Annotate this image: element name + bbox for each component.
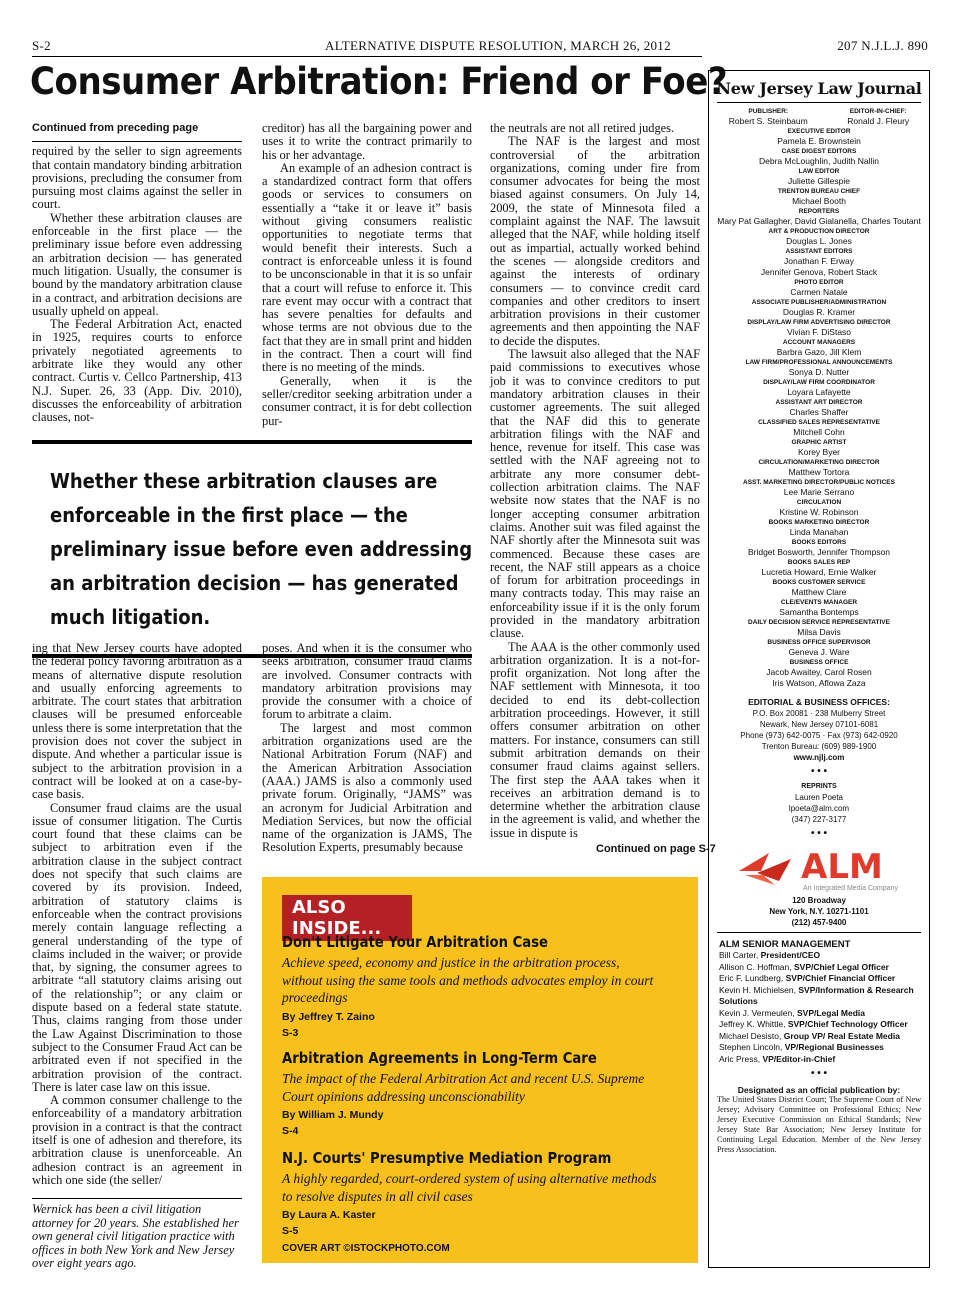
masthead-role (709, 618, 929, 638)
role-title: ASSISTANT EDITORS (785, 248, 853, 255)
item-author: By Laura A. Kaster (282, 1209, 376, 1221)
role-names: Matthew Tortora (788, 467, 850, 477)
paragraph: A common consumer challenge to the enforceability of a mandatory arbitration provision in a contract is that the contract itself is one of adhesion and therefore, its arbitration clause is unenforceable. An adhesion contract is an agreement in which one side (the seller/ (32, 1093, 242, 1187)
role-names: Douglas L. Jones (786, 236, 852, 246)
role-names: Douglas R. Kramer (782, 307, 856, 317)
paragraph: Consumer fraud claims are the usual issue of consumer litigation. The Curtis court found that these claims can be subject to arbitration even if the arbitration clause in the subject contract does not specify that such claims are covered by its provision. Indeed, arbitration of statutory claims is enforceable when the contract provisions merely contain language reflecting a general understanding of the type of claims included in the waiver; or provide that, by signing, the consumer agrees to arbitrate “all statutory claims arising out of the relationship”; or any claim or dispute based on a federal state statute. Thus, claims ranging from those under the Law Against Discrimination to those subject to the Consumer Fraud Act can be arbitrated even if not specified in the arbitration provision of the contract. There is later case law on this issue. (32, 800, 242, 1094)
paragraph: The largest and most common arbitration organizations used are the National Arbitration Forum (NAF) and the American Arbitration Association (AAA.) JAMS is also a commonly used private forum. Originally, “JAMS” was an acronym for Judicial Arbitration and Mediation Services, but now the official name of the organization is JAMS, The Resolution Experts, presumably because (262, 720, 472, 855)
also-inside-item[interactable] (282, 1149, 662, 1237)
item-page: S-4 (282, 1125, 299, 1137)
role-title: EXECUTIVE EDITOR (787, 128, 851, 135)
role-names: Kristine W. Robinson (779, 507, 859, 517)
manager-name: Bill Carter, (719, 950, 759, 960)
manager-role: VP/Regional Businesses (784, 1042, 884, 1052)
role-names: Matthew Clare (791, 587, 847, 597)
paragraph: required by the seller to sign agreements that contain mandatory binding arbitration provisions, precluding the consumer from pursuing most claims against the seller in court. (32, 144, 242, 212)
paragraph: Whether these arbitration clauses are enforceable in the first place — the preliminary issue before even addressing an arbitration decision — has generated much litigation. Usually, the consumer is bound by the mandatory arbitration clause in a contract, and arbitration decisions are usually upheld on appeal. (32, 210, 242, 318)
item-headline: Arbitration Agreements in Long-Term Care (282, 1049, 597, 1067)
role-title: ART & PRODUCTION DIRECTOR (768, 228, 870, 235)
role-title: TRENTON BUREAU CHIEF (777, 188, 861, 195)
role-names: Jonathan F. Erway Jennifer Genova, Robert Stack (760, 256, 878, 277)
manager-name: Kevin H. Michielsen, (719, 984, 797, 995)
masthead-role (709, 398, 929, 418)
masthead-role (709, 247, 929, 278)
reprints-email[interactable]: lpoeta@alm.com (788, 804, 850, 813)
masthead-role (709, 578, 929, 598)
masthead-role (709, 227, 929, 247)
manager-role: SVP/Chief Financial Officer (785, 973, 896, 983)
masthead-role (709, 318, 929, 338)
header-rule (32, 56, 702, 57)
paragraph: creditor) has all the bargaining power and uses it to write the contract primarily to his or her advantage. (262, 121, 472, 162)
masthead-role (709, 338, 929, 358)
paragraph: poses. And when it is the consumer who seeks arbitration, consumer fraud claims are involved. Consumer contracts with mandatory arbitration provisions may provide the consumer with a choice of forum to arbitrate a claim. (262, 641, 472, 722)
role-names: Geneva J. Ware (788, 647, 850, 657)
role-names: Carmen Natale (790, 287, 848, 297)
manager-role: VP/Editor-in-Chief (762, 1053, 836, 1064)
role-title: ASST. MARKETING DIRECTOR/PUBLIC NOTICES (743, 479, 895, 486)
masthead-role (709, 167, 929, 187)
role-names: Jacob Awaitey, Carol Rosen Iris Watson, Aflowa Zaza (766, 667, 872, 688)
paragraph: The Federal Arbitration Act, enacted in 1925, requires courts to enforce privately negotiated agreements to arbitrate like they would any other contract. Curtis v. Cellco Partnership, 413 N.J. Super. 26, 33 (App. Div. 2010), discusses the enforceability of arbitration clauses, not- (32, 317, 242, 425)
masthead-role (709, 658, 929, 689)
designated-title: Designated as an official publication by: (737, 1085, 901, 1095)
management-entry (709, 1019, 929, 1031)
role-title: BUSINESS OFFICE (789, 659, 849, 666)
masthead-role (709, 518, 929, 538)
role-names: Vivian F. DiStaso (786, 327, 852, 337)
article-title: Consumer Arbitration: Friend or Foe? (30, 60, 728, 103)
divider-dots: • • • (810, 766, 828, 777)
role-title: LAW FIRM/PROFESSIONAL ANNOUNCEMENTS (745, 359, 893, 366)
manager-role: SVP/Chief Technology Officer (787, 1019, 908, 1029)
continued-on: Continued on page S-7 (596, 843, 716, 855)
role-title: ASSISTANT ART DIRECTOR (775, 399, 863, 406)
alm-logo-icon (739, 849, 799, 889)
role-title: BOOKS EDITORS (791, 539, 847, 546)
role-title: BOOKS MARKETING DIRECTOR (768, 519, 870, 526)
manager-role: President/CEO (760, 950, 821, 960)
continued-from: Continued from preceding page (32, 122, 199, 134)
role-title: CLE/EVENTS MANAGER (780, 599, 858, 606)
role-names: Pamela E. Brownstein (777, 136, 861, 146)
citation: 207 N.J.L.J. 890 (837, 38, 928, 53)
management-entry (709, 1042, 929, 1054)
role-title: GRAPHIC ARTIST (791, 439, 847, 446)
management-entry (709, 962, 929, 974)
paragraph: ing that New Jersey courts have adopted the federal policy favoring arbitration as a means of alternative dispute resolution and usually enforcing agreements to arbitrate. The court states that arbitration clauses will be presumed enforceable unless there is some interpretation that the provision does not cover the subject in dispute. And whether a particular issue is subject to the arbitration provision in a contract will be looked at on a case-by-case basis. (32, 641, 242, 802)
item-headline: Don't Litigate Your Arbitration Case (282, 933, 549, 951)
also-inside-header: ALSO INSIDE... (282, 895, 412, 941)
cover-art-credit: COVER ART ©ISTOCKPHOTO.COM (282, 1243, 450, 1254)
role-names: Mitchell Cohn (793, 427, 845, 437)
role-title: LAW EDITOR (798, 168, 840, 175)
manager-name: Jeffrey K. Whittle, (719, 1019, 786, 1029)
masthead-role (709, 598, 929, 618)
manager-role: Group VP/ Real Estate Media (783, 1030, 900, 1041)
masthead-role (709, 378, 929, 398)
role-title: DAILY DECISION SERVICE REPRESENTATIVE (748, 619, 890, 626)
pull-quote-text: Whether these arbitration clauses are enforceable in the first place — the preliminary issue before even addressing an arbitration decision — has generated much litigation. (50, 469, 473, 629)
masthead-role (709, 498, 929, 518)
management-entry (709, 950, 929, 962)
manager-role: SVP/Information & Research Solutions (719, 984, 914, 1006)
paragraph: The AAA is the other commonly used arbitration organization. It is a not-for-profit organization. Not long after the NAF settlement with Minnesota, it too decided to end its debt-collection arbitration proceedings. However, it still offers consumer arbitration on other matters. For instance, consumers can still submit arbitration demands on their consumer fraud claims against sellers. The first step the AAA takes when it receives an arbitration demand is to determine whether the arbitration clause in the agreement is valid, and whether the issue in dispute is (490, 639, 700, 840)
item-deck: Achieve speed, economy and justice in the arbitration process, without using the same tools and methods advocates employ in court proceedings (282, 955, 654, 1005)
role-title: CIRCULATION (796, 499, 842, 506)
management-entry (709, 1054, 929, 1066)
also-inside-item[interactable] (282, 1049, 662, 1137)
role-names: Mary Pat Gallagher, David Gialanella, Charles Toutant (717, 216, 921, 226)
masthead-role (709, 298, 929, 318)
reprints: REPRINTS Lauren Poeta lpoeta@alm.com (347) 227-3177 (709, 781, 929, 825)
role-names: Sonya D. Nutter (788, 367, 850, 377)
role-title: REPORTERS (798, 208, 840, 215)
item-deck: A highly regarded, court-ordered system of using alternative methods to resolve disputes in all civil cases (282, 1171, 657, 1204)
role-names: Samantha Bontemps (779, 607, 859, 617)
item-headline: N.J. Courts' Presumptive Mediation Program (282, 1149, 612, 1167)
divider-dots: • • • (810, 828, 828, 839)
role-names: Juliette Gillespie (788, 176, 850, 186)
masthead-role (709, 207, 929, 227)
masthead-role (709, 187, 929, 207)
management-entry (709, 985, 929, 1008)
role-title: ACCOUNT MANAGERS (782, 339, 856, 346)
manager-role: SVP/Legal Media (796, 1007, 866, 1018)
manager-name: Eric F. Lundberg, (719, 973, 784, 983)
item-page: S-3 (282, 1026, 299, 1039)
senior-management-list (709, 950, 929, 1065)
paragraph: An example of an adhesion contract is a standardized contract form that offers goods or services to consumers on essentially a “take it or leave it” basis without giving consumers realistic opportunities to negotiate terms that would benefit their interests. Such a contract is enforceable unless it is found to be unconscionable in that it is so unfair that a court will refuse to enforce it. This rare event may occur with a contract that has severe penalties for defaults and whose terms are not obvious due to the fact that they are in small print and hidden in the contract. Then a court will find there is no meeting of the minds. (262, 160, 472, 375)
role-title: BOOKS CUSTOMER SERVICE (772, 579, 866, 586)
manager-name: Aric Press, (719, 1053, 761, 1064)
role-title: CIRCULATION/MARKETING DIRECTOR (758, 459, 880, 466)
item-deck: The impact of the Federal Arbitration Act and recent U.S. Supreme Court opinions addressing unconscionability (282, 1071, 645, 1104)
divider-dots: • • • (810, 1068, 828, 1079)
section-header: ALTERNATIVE DISPUTE RESOLUTION, MARCH 26, 2012 (325, 38, 671, 53)
manager-role: SVP/Chief Legal Officer (793, 961, 889, 972)
masthead-role (709, 638, 929, 658)
role-title: DISPLAY/LAW FIRM ADVERTISING DIRECTOR (747, 319, 891, 326)
pull-quote (32, 440, 472, 658)
masthead-roles (709, 127, 929, 689)
role-title: CLASSIFIED SALES REPRESENTATIVE (758, 419, 880, 426)
column-3 (490, 122, 700, 840)
manager-name: Kevin J. Vermeulen, (719, 1007, 795, 1018)
alm-address: 120 Broadway New York, N.Y. 10271-1101 (212) 457-9400 (769, 896, 869, 927)
masthead (708, 70, 930, 1268)
role-names: Lee Marie Serrano (783, 487, 855, 497)
manager-name: Michael Desisto, (719, 1030, 782, 1041)
masthead-role (709, 478, 929, 498)
masthead-top-row: PUBLISHER: Robert S. Steinbaum EDITOR-IN-CHIEF: Ronald J. Fleury (728, 108, 910, 126)
role-title: BOOKS SALES REP (787, 559, 851, 566)
editorial-offices: EDITORIAL & BUSINESS OFFICES: P.O. Box 20081 · 238 Mulberry Street Newark, New Jersey 07101-6081 Phone (973) 642-0075 · Fax (973) 642-0920 Trenton Bureau: (609) 989-1900 www.njlj.com (709, 697, 929, 763)
role-names: Lucretia Howard, Ernie Walker (761, 567, 877, 577)
page-number: S-2 (32, 38, 51, 53)
also-inside-item[interactable] (282, 933, 662, 1039)
role-names: Milsa Davis (797, 627, 841, 637)
masthead-role (709, 438, 929, 458)
item-page: S-5 (282, 1225, 299, 1237)
role-names: Linda Manahan (789, 527, 849, 537)
role-names: Barbra Gazo, Jill Klem (776, 347, 862, 357)
paragraph: The lawsuit also alleged that the NAF paid commissions to executives whose job it was to convince creditors to put mandatory arbitration clauses in their customer agreements. The suit alleged that the NAF did this to generate arbitration filings with the NAF and hence, revenue for itself. This case was settled with the NAF agreeing not to arbitrate any more consumer debt-collection arbitration claims. The NAF website now states that the NAF is no longer accepting consumer arbitration claims. Another suit was filed against the NAF shortly after the Minnesota suit was commenced. Because these cases are recent, the NAF still appears as a choice of forum for arbitration proceedings in many contracts today. This may raise an enforceability issue if it is the only forum provided in the mandatory arbitration clause. (490, 347, 700, 641)
alm-logo: ALM An Integrated Media Company (739, 847, 899, 893)
masthead-role (709, 278, 929, 298)
masthead-role (709, 538, 929, 558)
masthead-role (709, 127, 929, 147)
role-title: DISPLAY/LAW FIRM COORDINATOR (763, 379, 875, 386)
column-1-top (32, 122, 242, 425)
website-link[interactable]: www.njlj.com (793, 753, 845, 762)
role-title: BUSINESS OFFICE SUPERVISOR (767, 639, 871, 646)
designated-text: The United States District Court; The Supreme Court of New Jersey; Advisory Committee on Professional Ethics; New Jersey Executive Commission on Ethical Standards; New Jersey State Bar Association; New Jersey Institute for Continuing Legal Education. Member of the New Jersey Press Association. (717, 1095, 921, 1154)
paragraph: the neutrals are not all retired judges. (490, 121, 675, 135)
author-bio: Wernick has been a civil litigation attorney for 20 years. She established her own general civil litigation practice with offices in both New York and New Jersey over eight years ago. (32, 1198, 242, 1271)
paragraph: Generally, when it is the seller/creditor seeking arbitration under a consumer contract, it is for debt collection pur- (262, 373, 472, 428)
manager-name: Allison C. Hoffman, (719, 961, 792, 972)
also-inside-box (262, 877, 698, 1263)
item-author: By Jeffrey T. Zaino (282, 1010, 375, 1023)
management-entry (709, 1031, 929, 1043)
role-names: Korey Byer (797, 447, 841, 457)
role-names: Loyara Lafayette (787, 387, 851, 397)
masthead-role (709, 458, 929, 478)
publication-logo: New Jersey Law Journal (716, 79, 922, 98)
column-2-bottom (262, 642, 472, 855)
role-title: CASE DIGEST EDITORS (781, 148, 857, 155)
paragraph: The NAF is the largest and most controversial of the arbitration organizations, coming under fire from consumer advocates for being the most biased against consumers. On July 14, 2009, the state of Minnesota filed a complaint against the NAF. The lawsuit alleged that the NAF, while holding itself out as impartial, actually worked behind the scenes — alongside creditors and against the interests of ordinary consumers — to convince credit card companies and other creditors to insert arbitration provisions in their customer agreements and then appointing the NAF to decide the disputes. (490, 134, 700, 348)
role-names: Bridget Bosworth, Jennifer Thompson (747, 547, 891, 557)
senior-management-title: ALM SENIOR MANAGEMENT (719, 939, 851, 950)
masthead-role (709, 558, 929, 578)
management-entry (709, 1008, 929, 1020)
role-names: Michael Booth (792, 196, 846, 206)
role-names: Debra McLoughlin, Judith Nallin (758, 156, 879, 166)
masthead-role (709, 358, 929, 378)
manager-name: Stephen Lincoln, (719, 1042, 783, 1052)
column-1-bottom (32, 642, 242, 1187)
masthead-role (709, 418, 929, 438)
management-entry (709, 973, 929, 985)
item-author: By William J. Mundy (282, 1109, 384, 1121)
masthead-role (709, 147, 929, 167)
role-names: Charles Shaffer (789, 407, 849, 417)
role-title: ASSOCIATE PUBLISHER/ADMINISTRATION (751, 299, 887, 306)
role-title: PHOTO EDITOR (794, 279, 844, 286)
column-2-top (262, 122, 472, 428)
